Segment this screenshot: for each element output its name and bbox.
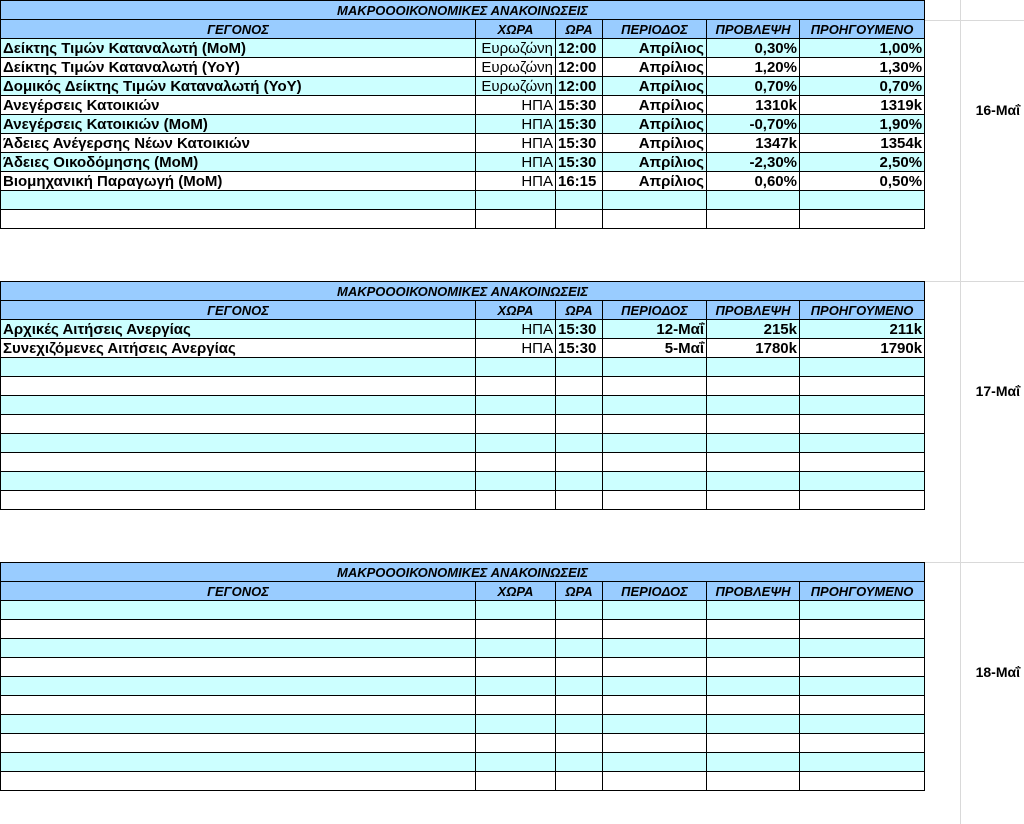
cell-time[interactable] (556, 696, 603, 715)
cell-period[interactable] (603, 358, 707, 377)
cell-previous[interactable]: 1354k (800, 134, 925, 153)
cell-forecast[interactable] (707, 601, 800, 620)
cell-event[interactable]: Ανεγέρσεις Κατοικιών (MoM) (1, 115, 476, 134)
header-country: ΧΩΡΑ (476, 582, 556, 601)
cell-country[interactable] (476, 772, 556, 791)
table-row (1, 472, 925, 491)
cell-time[interactable]: 16:15 (556, 172, 603, 191)
cell-event[interactable] (1, 434, 476, 453)
header-time: ΩΡΑ (556, 20, 603, 39)
cell-time[interactable] (556, 472, 603, 491)
gridline (924, 281, 1024, 282)
table-title: ΜΑΚΡΟΟΟΙΚΟΝΟΜΙΚΕΣ ΑΝΑΚΟΙΝΩΣΕΙΣ (1, 1, 925, 20)
cell-event[interactable] (1, 677, 476, 696)
header-forecast: ΠΡΟΒΛΕΨΗ (707, 20, 800, 39)
cell-event[interactable]: Δομικός Δείκτης Τιμών Καταναλωτή (YoY) (1, 77, 476, 96)
header-period: ΠΕΡΙΟΔΟΣ (603, 582, 707, 601)
cell-previous[interactable]: 1,30% (800, 58, 925, 77)
cell-event[interactable] (1, 715, 476, 734)
cell-event[interactable]: Δείκτης Τιμών Καταναλωτή (YoY) (1, 58, 476, 77)
cell-period[interactable] (603, 472, 707, 491)
cell-time[interactable] (556, 677, 603, 696)
table-title: ΜΑΚΡΟΟΟΙΚΟΝΟΜΙΚΕΣ ΑΝΑΚΟΙΝΩΣΕΙΣ (1, 563, 925, 582)
cell-period[interactable] (603, 772, 707, 791)
cell-previous[interactable] (800, 453, 925, 472)
header-country: ΧΩΡΑ (476, 20, 556, 39)
cell-event[interactable]: Αρχικές Αιτήσεις Ανεργίας (1, 320, 476, 339)
cell-time[interactable] (556, 377, 603, 396)
cell-previous[interactable] (800, 715, 925, 734)
cell-event[interactable] (1, 210, 476, 229)
cell-event[interactable]: Δείκτης Τιμών Καταναλωτή (MoM) (1, 39, 476, 58)
cell-previous[interactable] (800, 734, 925, 753)
cell-forecast[interactable]: 1,20% (707, 58, 800, 77)
table-row (1, 601, 925, 620)
cell-country[interactable] (476, 434, 556, 453)
cell-event[interactable] (1, 620, 476, 639)
cell-country[interactable] (476, 358, 556, 377)
date-label: 16-Μαΐ (975, 102, 1020, 118)
cell-period[interactable] (603, 453, 707, 472)
cell-forecast[interactable] (707, 210, 800, 229)
cell-event[interactable]: Ανεγέρσεις Κατοικιών (1, 96, 476, 115)
cell-forecast[interactable] (707, 491, 800, 510)
cell-time[interactable] (556, 453, 603, 472)
cell-previous[interactable] (800, 377, 925, 396)
cell-previous[interactable] (800, 772, 925, 791)
cell-forecast[interactable] (707, 191, 800, 210)
cell-country[interactable] (476, 715, 556, 734)
cell-event[interactable] (1, 415, 476, 434)
cell-time[interactable] (556, 396, 603, 415)
cell-period[interactable] (603, 639, 707, 658)
cell-event[interactable]: Συνεχιζόμενες Αιτήσεις Ανεργίας (1, 339, 476, 358)
cell-forecast[interactable]: 1310k (707, 96, 800, 115)
cell-time[interactable]: 12:00 (556, 39, 603, 58)
cell-country[interactable]: Ευρωζώνη (476, 39, 556, 58)
gridline (960, 0, 961, 824)
cell-forecast[interactable] (707, 715, 800, 734)
announcements-table (0, 281, 925, 510)
table-row (1, 453, 925, 472)
cell-forecast[interactable] (707, 358, 800, 377)
cell-forecast[interactable] (707, 453, 800, 472)
cell-previous[interactable] (800, 753, 925, 772)
cell-period[interactable] (603, 677, 707, 696)
cell-time[interactable] (556, 415, 603, 434)
cell-time[interactable] (556, 715, 603, 734)
cell-previous[interactable] (800, 491, 925, 510)
table-row (1, 639, 925, 658)
cell-time[interactable] (556, 753, 603, 772)
cell-country[interactable] (476, 491, 556, 510)
cell-country[interactable]: ΗΠΑ (476, 115, 556, 134)
table-row (1, 715, 925, 734)
cell-country[interactable] (476, 696, 556, 715)
cell-previous[interactable] (800, 620, 925, 639)
cell-previous[interactable] (800, 601, 925, 620)
cell-period[interactable]: Απρίλιος (603, 77, 707, 96)
table-row (1, 396, 925, 415)
cell-country[interactable] (476, 210, 556, 229)
table-row (1, 58, 925, 77)
cell-period[interactable] (603, 191, 707, 210)
cell-time[interactable] (556, 734, 603, 753)
header-period: ΠΕΡΙΟΔΟΣ (603, 301, 707, 320)
cell-previous[interactable]: 211k (800, 320, 925, 339)
cell-forecast[interactable]: 1347k (707, 134, 800, 153)
cell-time[interactable] (556, 491, 603, 510)
cell-country[interactable] (476, 601, 556, 620)
cell-forecast[interactable] (707, 658, 800, 677)
cell-period[interactable]: Απρίλιος (603, 58, 707, 77)
cell-time[interactable] (556, 601, 603, 620)
table-row (1, 377, 925, 396)
cell-period[interactable] (603, 434, 707, 453)
cell-country[interactable]: ΗΠΑ (476, 153, 556, 172)
table-row (1, 172, 925, 191)
cell-period[interactable] (603, 377, 707, 396)
cell-event[interactable] (1, 658, 476, 677)
cell-time[interactable]: 15:30 (556, 339, 603, 358)
header-period: ΠΕΡΙΟΔΟΣ (603, 20, 707, 39)
table-row (1, 434, 925, 453)
cell-previous[interactable]: 0,70% (800, 77, 925, 96)
cell-time[interactable] (556, 639, 603, 658)
cell-forecast[interactable]: 0,30% (707, 39, 800, 58)
cell-period[interactable] (603, 601, 707, 620)
cell-event[interactable] (1, 696, 476, 715)
cell-event[interactable] (1, 601, 476, 620)
table-row (1, 620, 925, 639)
cell-time[interactable]: 12:00 (556, 77, 603, 96)
cell-event[interactable] (1, 472, 476, 491)
cell-period[interactable]: 12-Μαΐ (603, 320, 707, 339)
header-previous: ΠΡΟΗΓΟΥΜΕΝΟ (800, 582, 925, 601)
cell-country[interactable]: ΗΠΑ (476, 134, 556, 153)
header-previous: ΠΡΟΗΓΟΥΜΕΝΟ (800, 301, 925, 320)
cell-period[interactable] (603, 491, 707, 510)
cell-event[interactable] (1, 453, 476, 472)
cell-period[interactable] (603, 753, 707, 772)
date-label: 17-Μαΐ (975, 383, 1020, 399)
cell-period[interactable]: 5-Μαΐ (603, 339, 707, 358)
table-row (1, 491, 925, 510)
cell-forecast[interactable] (707, 677, 800, 696)
cell-country[interactable] (476, 415, 556, 434)
cell-previous[interactable] (800, 191, 925, 210)
cell-previous[interactable]: 0,50% (800, 172, 925, 191)
header-forecast: ΠΡΟΒΛΕΨΗ (707, 582, 800, 601)
cell-period[interactable] (603, 658, 707, 677)
table-title: ΜΑΚΡΟΟΟΙΚΟΝΟΜΙΚΕΣ ΑΝΑΚΟΙΝΩΣΕΙΣ (1, 282, 925, 301)
cell-time[interactable]: 15:30 (556, 134, 603, 153)
cell-country[interactable]: Ευρωζώνη (476, 58, 556, 77)
cell-period[interactable]: Απρίλιος (603, 39, 707, 58)
cell-forecast[interactable] (707, 396, 800, 415)
cell-forecast[interactable] (707, 696, 800, 715)
cell-country[interactable]: ΗΠΑ (476, 320, 556, 339)
cell-event[interactable]: Άδειες Οικοδόμησης (MoM) (1, 153, 476, 172)
cell-time[interactable] (556, 210, 603, 229)
cell-forecast[interactable] (707, 377, 800, 396)
cell-time[interactable] (556, 358, 603, 377)
table-row (1, 115, 925, 134)
cell-period[interactable]: Απρίλιος (603, 115, 707, 134)
cell-forecast[interactable]: 1780k (707, 339, 800, 358)
cell-country[interactable] (476, 377, 556, 396)
cell-country[interactable]: ΗΠΑ (476, 96, 556, 115)
cell-country[interactable]: Ευρωζώνη (476, 77, 556, 96)
table-row (1, 753, 925, 772)
gridline (924, 562, 1024, 563)
cell-forecast[interactable] (707, 434, 800, 453)
cell-event[interactable] (1, 377, 476, 396)
table-row (1, 772, 925, 791)
cell-country[interactable] (476, 753, 556, 772)
table-row (1, 39, 925, 58)
cell-period[interactable] (603, 734, 707, 753)
header-previous: ΠΡΟΗΓΟΥΜΕΝΟ (800, 20, 925, 39)
cell-event[interactable] (1, 639, 476, 658)
cell-previous[interactable] (800, 396, 925, 415)
cell-forecast[interactable] (707, 415, 800, 434)
cell-previous[interactable]: 1790k (800, 339, 925, 358)
cell-period[interactable]: Απρίλιος (603, 134, 707, 153)
cell-previous[interactable] (800, 434, 925, 453)
table-row (1, 96, 925, 115)
cell-forecast[interactable] (707, 472, 800, 491)
cell-forecast[interactable]: 0,60% (707, 172, 800, 191)
table-row (1, 734, 925, 753)
cell-time[interactable]: 15:30 (556, 153, 603, 172)
cell-country[interactable] (476, 658, 556, 677)
cell-event[interactable] (1, 734, 476, 753)
cell-period[interactable]: Απρίλιος (603, 172, 707, 191)
cell-previous[interactable]: 1,90% (800, 115, 925, 134)
table-row (1, 415, 925, 434)
cell-time[interactable]: 12:00 (556, 58, 603, 77)
cell-country[interactable] (476, 472, 556, 491)
cell-event[interactable] (1, 191, 476, 210)
cell-previous[interactable] (800, 677, 925, 696)
header-forecast: ΠΡΟΒΛΕΨΗ (707, 301, 800, 320)
cell-event[interactable] (1, 396, 476, 415)
cell-time[interactable] (556, 191, 603, 210)
cell-country[interactable] (476, 396, 556, 415)
cell-country[interactable] (476, 734, 556, 753)
announcements-table (0, 562, 925, 791)
cell-previous[interactable]: 1,00% (800, 39, 925, 58)
cell-forecast[interactable]: 215k (707, 320, 800, 339)
cell-forecast[interactable]: -2,30% (707, 153, 800, 172)
cell-country[interactable] (476, 639, 556, 658)
cell-previous[interactable] (800, 658, 925, 677)
cell-country[interactable]: ΗΠΑ (476, 339, 556, 358)
cell-country[interactable] (476, 677, 556, 696)
announcements-table (0, 0, 925, 229)
table-row (1, 191, 925, 210)
cell-previous[interactable]: 1319k (800, 96, 925, 115)
cell-period[interactable] (603, 210, 707, 229)
cell-previous[interactable] (800, 696, 925, 715)
table-row (1, 339, 925, 358)
cell-event[interactable] (1, 358, 476, 377)
cell-time[interactable]: 15:30 (556, 320, 603, 339)
table-row (1, 210, 925, 229)
cell-forecast[interactable] (707, 772, 800, 791)
cell-event[interactable]: Βιομηχανική Παραγωγή (MoM) (1, 172, 476, 191)
cell-time[interactable] (556, 658, 603, 677)
cell-event[interactable] (1, 772, 476, 791)
table-row (1, 320, 925, 339)
cell-previous[interactable] (800, 415, 925, 434)
date-label: 18-Μαΐ (975, 664, 1020, 680)
cell-forecast[interactable] (707, 734, 800, 753)
cell-time[interactable] (556, 772, 603, 791)
cell-previous[interactable] (800, 472, 925, 491)
cell-period[interactable] (603, 396, 707, 415)
cell-period[interactable]: Απρίλιος (603, 96, 707, 115)
cell-event[interactable] (1, 491, 476, 510)
cell-time[interactable]: 15:30 (556, 96, 603, 115)
cell-country[interactable]: ΗΠΑ (476, 172, 556, 191)
cell-period[interactable] (603, 620, 707, 639)
header-event: ΓΕΓΟΝΟΣ (1, 20, 476, 39)
cell-forecast[interactable] (707, 753, 800, 772)
cell-period[interactable] (603, 415, 707, 434)
cell-forecast[interactable]: -0,70% (707, 115, 800, 134)
cell-period[interactable] (603, 715, 707, 734)
cell-period[interactable]: Απρίλιος (603, 153, 707, 172)
cell-country[interactable] (476, 453, 556, 472)
header-event: ΓΕΓΟΝΟΣ (1, 582, 476, 601)
cell-country[interactable] (476, 620, 556, 639)
cell-forecast[interactable]: 0,70% (707, 77, 800, 96)
cell-previous[interactable] (800, 210, 925, 229)
cell-time[interactable] (556, 620, 603, 639)
cell-time[interactable] (556, 434, 603, 453)
cell-previous[interactable] (800, 639, 925, 658)
table-row (1, 134, 925, 153)
cell-event[interactable] (1, 753, 476, 772)
cell-country[interactable] (476, 191, 556, 210)
table-row (1, 658, 925, 677)
header-time: ΩΡΑ (556, 301, 603, 320)
cell-forecast[interactable] (707, 639, 800, 658)
header-time: ΩΡΑ (556, 582, 603, 601)
cell-period[interactable] (603, 696, 707, 715)
table-row (1, 77, 925, 96)
cell-previous[interactable]: 2,50% (800, 153, 925, 172)
cell-event[interactable]: Άδειες Ανέγερσης Νέων Κατοικιών (1, 134, 476, 153)
cell-previous[interactable] (800, 358, 925, 377)
table-row (1, 696, 925, 715)
cell-forecast[interactable] (707, 620, 800, 639)
header-country: ΧΩΡΑ (476, 301, 556, 320)
table-row (1, 358, 925, 377)
table-row (1, 677, 925, 696)
table-row (1, 153, 925, 172)
header-event: ΓΕΓΟΝΟΣ (1, 301, 476, 320)
cell-time[interactable]: 15:30 (556, 115, 603, 134)
gridline (924, 20, 1024, 21)
